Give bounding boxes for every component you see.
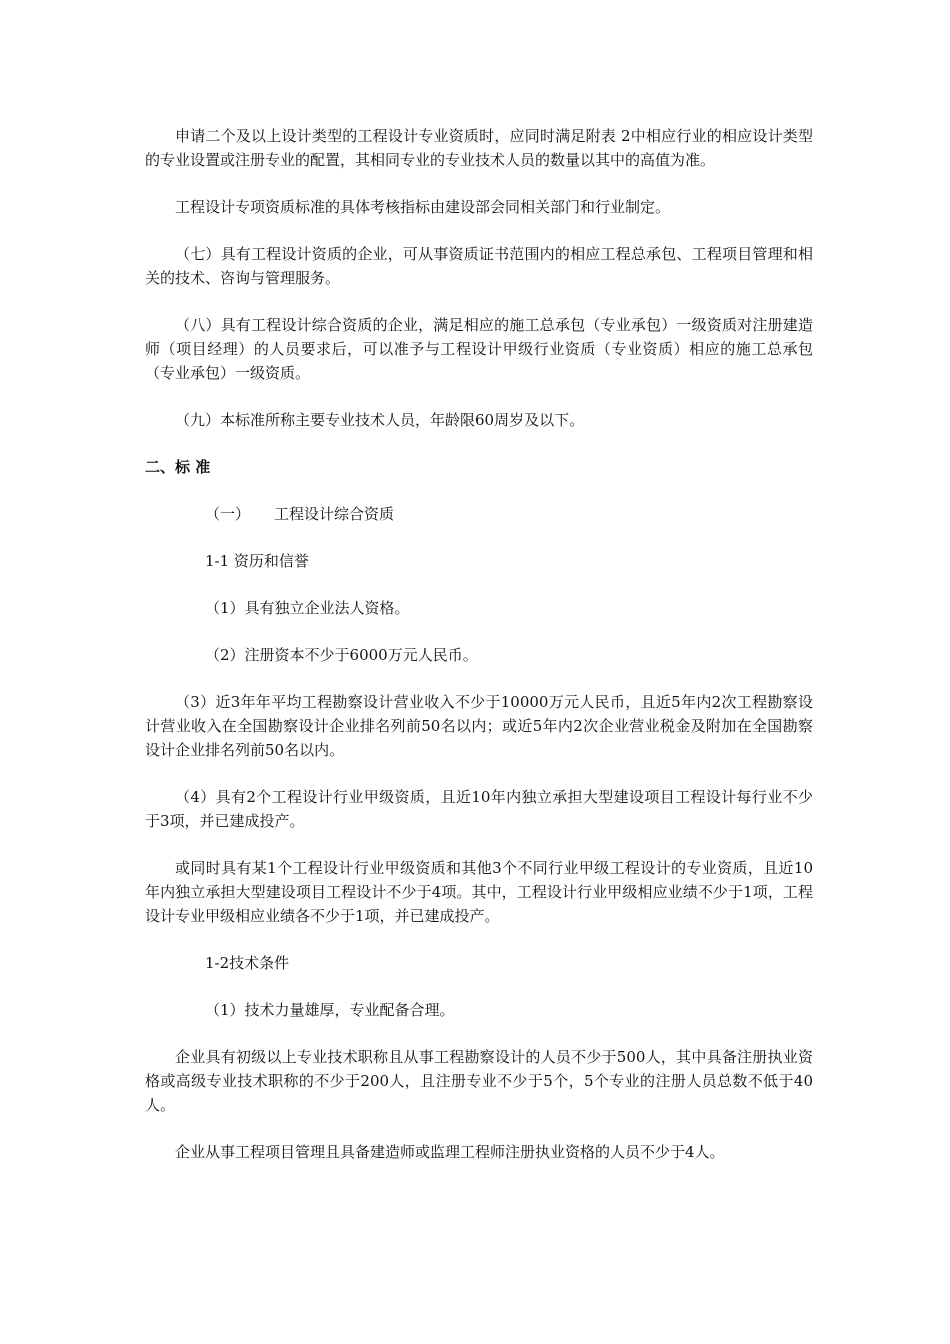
item-heading-experience-credit: 1-1 资历和信誉 (205, 552, 309, 570)
paragraph-multi-type-qualification: 申请二个及以上设计类型的工程设计专业资质时，应同时满足附表 2中相应行业的相应设计类型的专业设置或注册专业的配置，其相同专业的专业技术人员的数量以其中的高值为准。 (145, 127, 813, 169)
subsection-number: （一） (205, 505, 251, 523)
criterion-legal-entity: （1）具有独立企业法人资格。 (205, 599, 410, 617)
document-body (145, 124, 813, 1187)
criterion-revenue-ranking: （3）近3年年平均工程勘察设计营业收入不少于10000万元人民币，且近5年内2次工程勘察设计营业收入在全国勘察设计企业排名列前50名以内；或近5年内2次企业营业税金及附加在全国勘察设计企业排名列前50名以内。 (145, 693, 813, 759)
criterion-technical-strength: （1）技术力量雄厚，专业配备合理。 (205, 1001, 455, 1019)
paragraph-clause-eight: （八）具有工程设计综合资质的企业，满足相应的施工总承包（专业承包）一级资质对注册建造师（项目经理）的人员要求后，可以准予与工程设计甲级行业资质（专业资质）相应的施工总承包（专业承包）一级资质。 (145, 316, 813, 382)
item-heading-technical-conditions: 1-2技术条件 (205, 954, 290, 972)
section-heading-standards: 二、标 准 (145, 458, 211, 476)
criterion-registered-capital: （2）注册资本不少于6000万元人民币。 (205, 646, 478, 664)
criterion-project-management-staff: 企业从事工程项目管理且具备建造师或监理工程师注册执业资格的人员不少于4人。 (175, 1143, 725, 1161)
paragraph-special-qualification-standard: 工程设计专项资质标准的具体考核指标由建设部会同相关部门和行业制定。 (175, 198, 671, 216)
criterion-alternative-grade-a: 或同时具有某1个工程设计行业甲级资质和其他3个不同行业甲级工程设计的专业资质，且近10年内独立承担大型建设项目工程设计不少于4项。其中，工程设计行业甲级相应业绩不少于1项，工程设计专业甲级相应业绩各不少于1项，并已建成投产。 (145, 859, 813, 925)
subsection-title: 工程设计综合资质 (274, 505, 395, 523)
paragraph-clause-nine: （九）本标准所称主要专业技术人员，年龄限60周岁及以下。 (175, 411, 585, 429)
criterion-industry-grade-a: （4）具有2个工程设计行业甲级资质，且近10年内独立承担大型建设项目工程设计每行业不少于3项，并已建成投产。 (145, 788, 813, 830)
criterion-staff-requirements: 企业具有初级以上专业技术职称且从事工程勘察设计的人员不少于500人，其中具备注册执业资格或高级专业技术职称的不少于200人，且注册专业不少于5个，5个专业的注册人员总数不低于40人。 (145, 1048, 813, 1114)
paragraph-clause-seven: （七）具有工程设计资质的企业，可从事资质证书范围内的相应工程总承包、工程项目管理和相关的技术、咨询与管理服务。 (145, 245, 813, 287)
subsection-heading-comprehensive-qualification (145, 502, 813, 526)
